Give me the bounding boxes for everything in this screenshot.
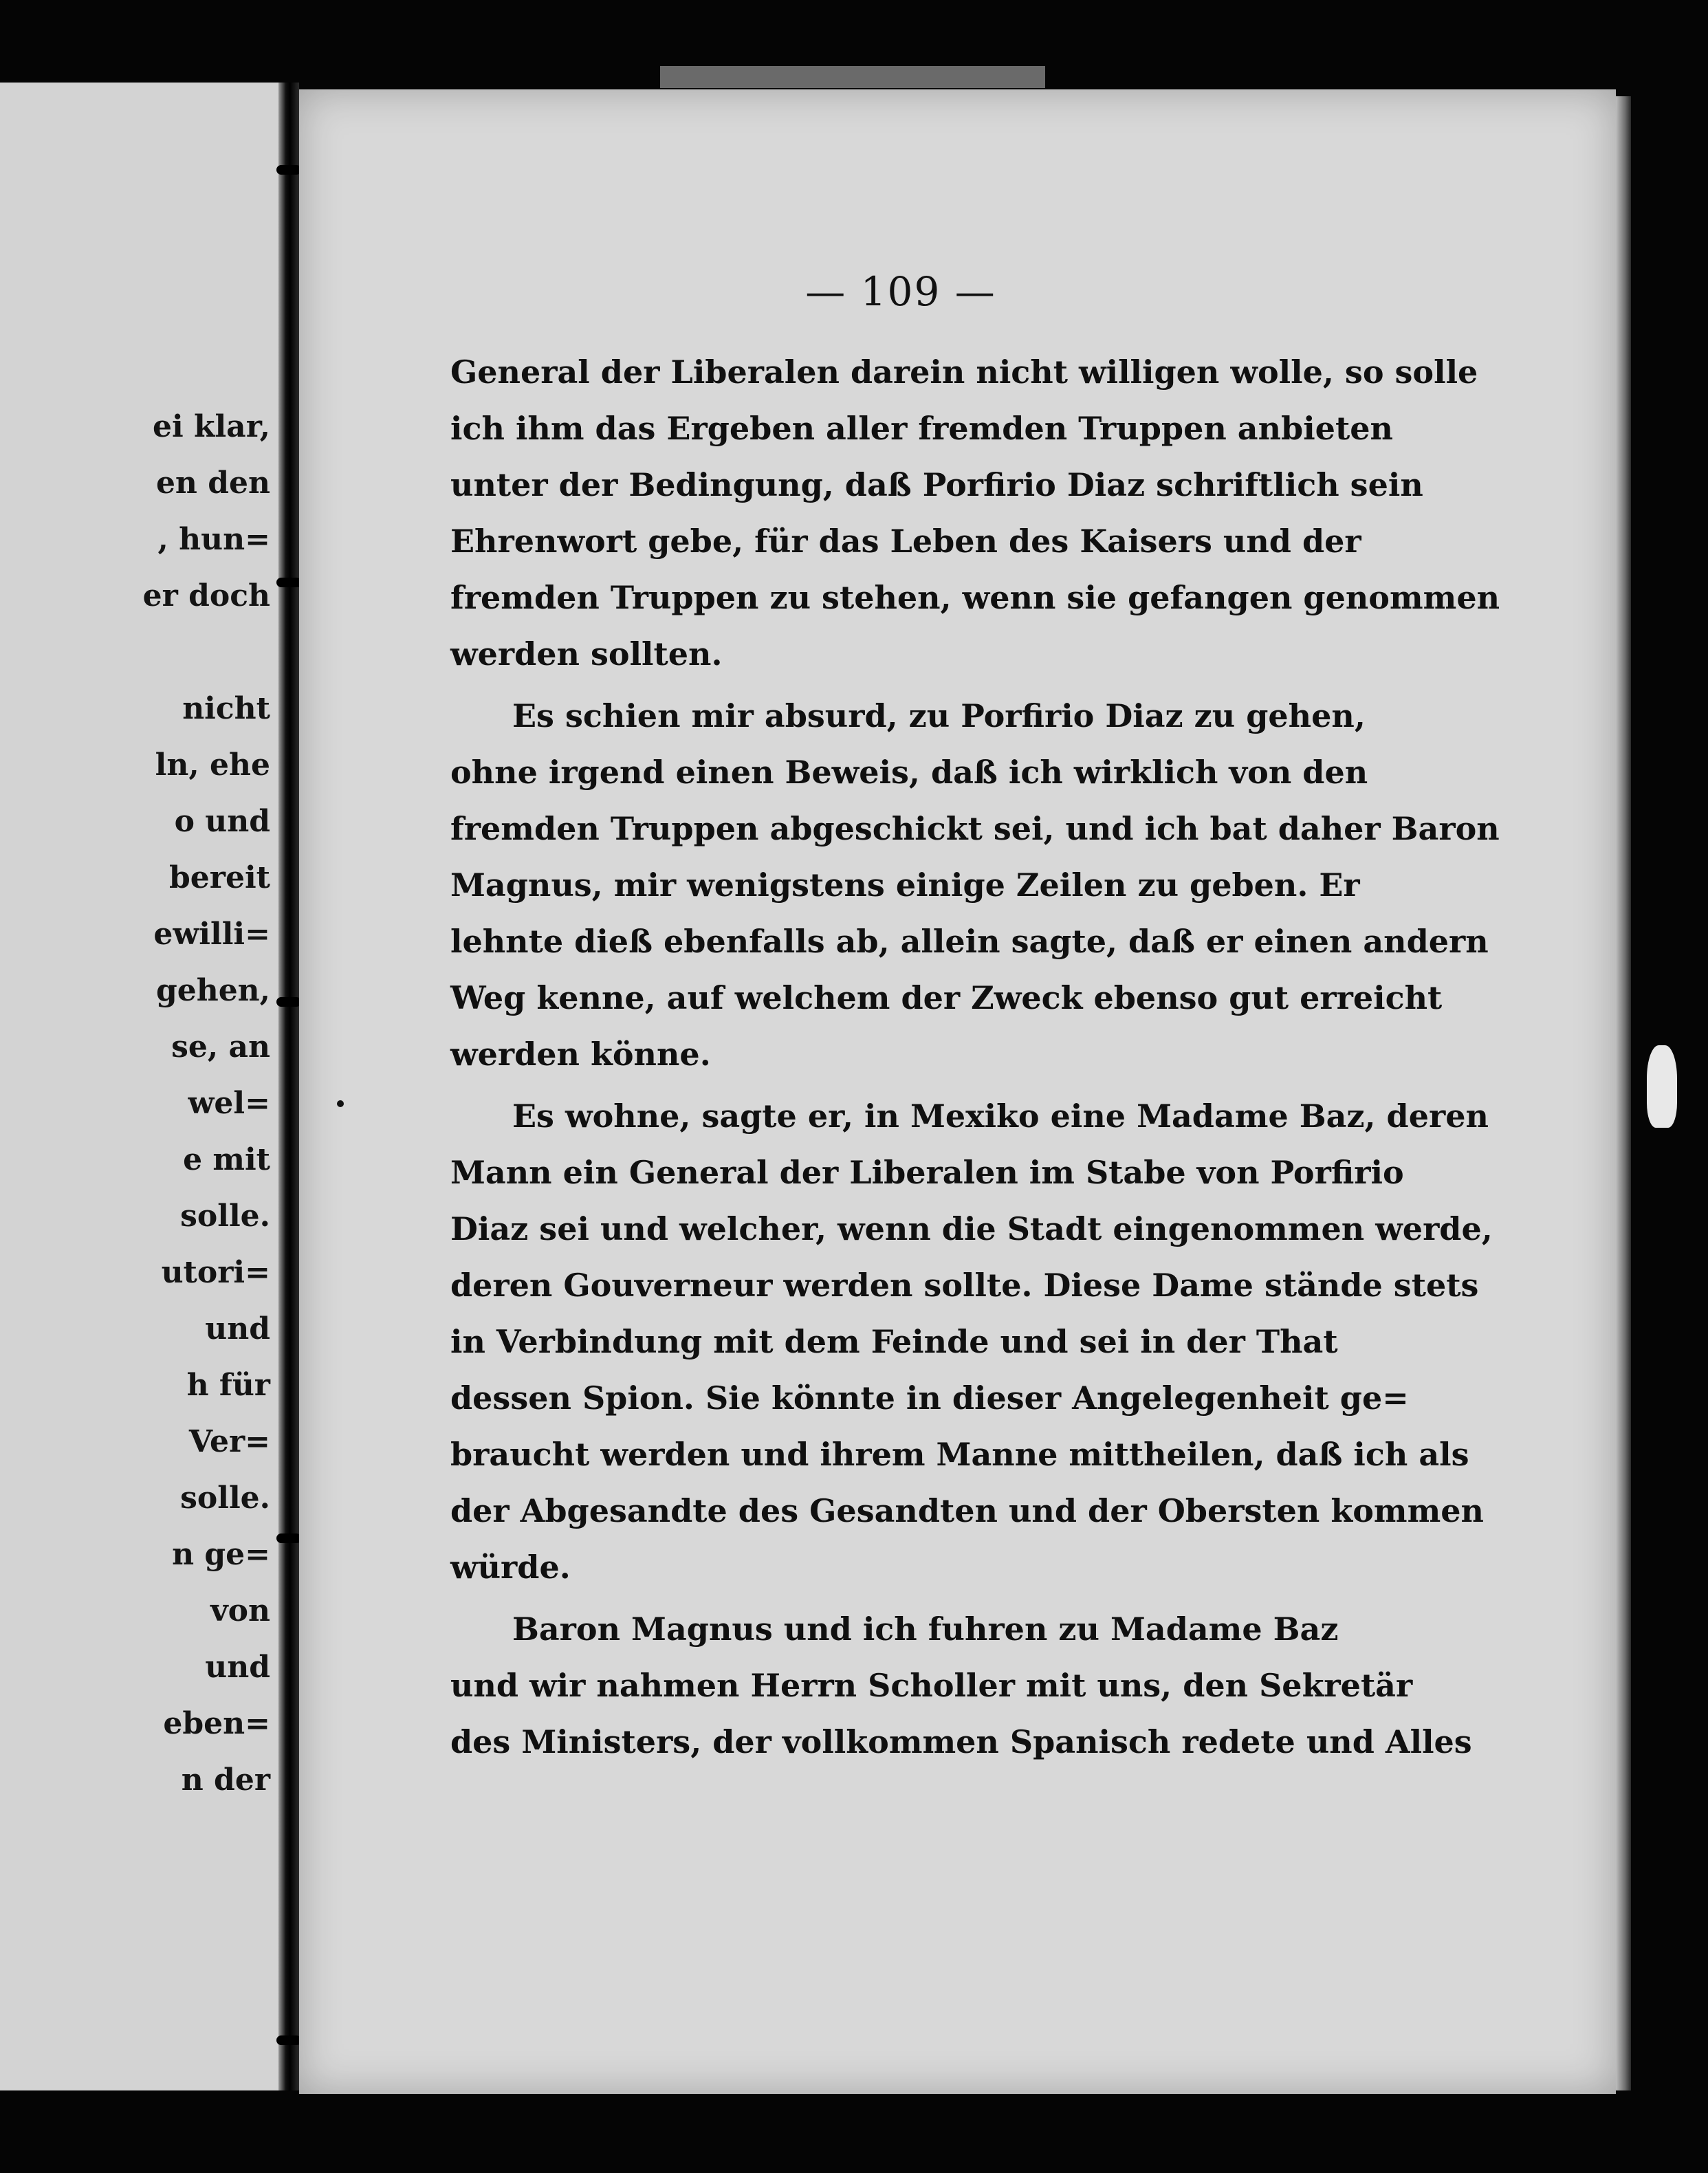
left-facing-page [0,83,285,2090]
page-number: — 109 — [805,268,996,315]
text-line: deren Gouverneur werden sollte. Diese Dame stände stets [450,1267,1479,1304]
left-line: ei klar, [152,409,270,444]
text-line: in Verbindung mit dem Feinde und sei in der That [450,1323,1338,1360]
left-line: o und [174,804,270,839]
left-line: utori= [161,1255,270,1290]
text-line: Magnus, mir wenigstens einige Zeilen zu geben. Er [450,866,1360,904]
left-line: e mit [183,1142,270,1177]
left-line: solle. [180,1481,270,1516]
left-page-text-column [9,399,270,1809]
left-line: n ge= [172,1537,270,1572]
text-line: fremden Truppen zu stehen, wenn sie gefangen genommen [450,579,1500,616]
left-line: Ver= [188,1424,270,1459]
binding-stitch [276,165,301,175]
left-line [9,624,270,681]
left-line: se, an [171,1029,270,1064]
page-edge [1616,96,1631,2090]
ink-speck [337,1100,344,1107]
text-line: Baron Magnus und ich fuhren zu Madame Baz [512,1610,1339,1648]
left-line: und [205,1650,270,1685]
binding-stitch [276,2035,301,2045]
left-line: von [210,1593,270,1628]
text-line: unter der Bedingung, daß Porfirio Diaz schriftlich sein [450,466,1423,503]
text-line: würde. [450,1549,571,1586]
page-body-text [450,344,1500,1770]
binding-stitch [276,997,301,1007]
text-line: der Abgesandte des Gesandten und der Obersten kommen [450,1492,1484,1529]
left-line: en den [155,466,270,501]
left-line: n der [181,1762,270,1798]
left-line: , hun= [157,522,270,557]
text-line: dessen Spion. Sie könnte in dieser Angelegenheit ge= [450,1379,1409,1417]
left-line: ewilli= [153,917,270,952]
book-spine [278,83,299,2090]
binding-stitch [276,578,301,587]
left-line: und [205,1311,270,1346]
left-line: er doch [142,578,270,613]
text-line: werden könne. [450,1036,711,1073]
left-line: bereit [169,860,270,895]
text-line: General der Liberalen darein nicht willigen wolle, so solle [450,353,1478,391]
text-line: Es wohne, sagte er, in Mexiko eine Madame Baz, deren [512,1098,1489,1135]
text-line: werden sollten. [450,635,723,673]
left-line: eben= [163,1706,270,1741]
text-line: Mann ein General der Liberalen im Stabe von Porfirio [450,1154,1404,1191]
text-line: Ehrenwort gebe, für das Leben des Kaisers und der [450,523,1361,560]
text-line: braucht werden und ihrem Manne mittheilen, daß ich als [450,1436,1469,1473]
text-line: Weg kenne, auf welchem der Zweck ebenso gut erreicht [450,979,1443,1016]
text-line: ohne irgend einen Beweis, daß ich wirklich von den [450,754,1368,791]
left-line: gehen, [155,973,270,1008]
text-line: fremden Truppen abgeschickt sei, und ich bat daher Baron [450,810,1500,847]
left-line: solle. [180,1199,270,1234]
left-line: h für [186,1368,270,1403]
text-line: und wir nahmen Herrn Scholler mit uns, den Sekretär [450,1667,1413,1704]
text-line: Diaz sei und welcher, wenn die Stadt eingenommen werde, [450,1210,1493,1247]
paper-smudge [1647,1045,1677,1128]
page-top-tab [660,66,1045,88]
text-line: ich ihm das Ergeben aller fremden Truppen anbieten [450,410,1393,447]
left-line: wel= [188,1086,270,1121]
left-line: nicht [182,691,270,726]
left-line: ln, ehe [155,747,270,783]
binding-stitch [276,1533,301,1543]
text-line: lehnte dieß ebenfalls ab, allein sagte, daß er einen andern [450,923,1489,960]
text-line: des Ministers, der vollkommen Spanisch redete und Alles [450,1723,1472,1760]
text-line: Es schien mir absurd, zu Porfirio Diaz zu gehen, [512,697,1366,734]
